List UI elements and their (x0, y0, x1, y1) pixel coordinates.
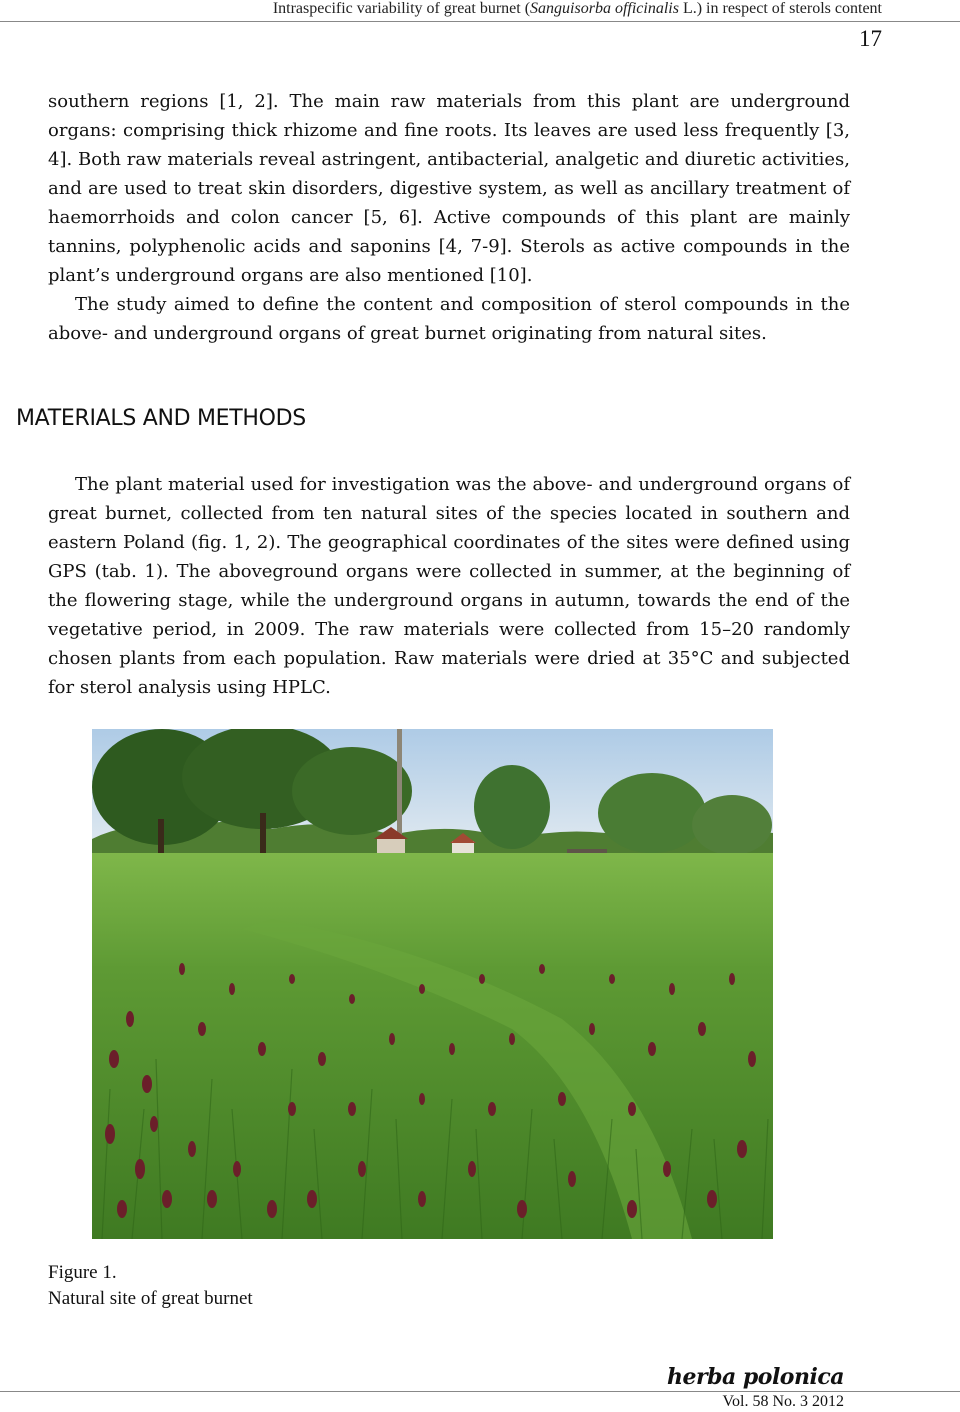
footer-divider (0, 1391, 960, 1392)
page-number: 17 (859, 26, 882, 51)
intro-paragraph-1: southern regions [1, 2]. The main raw materials from this plant are underground organs: comprising thick rhizome and fine roots. Its leaves are used less frequently [3, 4]. Both raw materials reveal astringent, antibacterial, analgetic and diuretic activities, and are used to treat skin disorders, digestive system, as well as ancillary treatment of haemorrhoids and colon cancer [5, 6]. Active compounds of this plant are mainly tannins, polyphenolic acids and saponins [4, 7-9]. Sterols as active compounds in the plant’s underground organs are also mentioned [10]. (48, 91, 850, 286)
tree-right-3 (692, 795, 772, 855)
house-2 (452, 841, 474, 855)
figure-caption (48, 1260, 253, 1312)
running-head-prefix: Intraspecific variability of great burnet ( (272, 0, 531, 17)
tree-right-2 (598, 773, 706, 853)
intro-paragraph-2: The study aimed to define the content and composition of sterol compounds in the above- and underground organs of great burnet originating from natural sites. (48, 294, 850, 344)
header-divider (0, 21, 960, 22)
figure-label: Figure 1. (48, 1262, 117, 1283)
methods-paragraph: The plant material used for investigation was the above- and underground organs of great burnet, collected from ten natural sites of the species located in southern and eastern Poland (fig. 1, 2). The geographical coordinates of the sites were defined using GPS (tab. 1). The aboveground organs were collected in summer, at the beginning of the flowering stage, while the underground organs in autumn, towards the end of the vegetative period, in 2009. The raw materials were collected from 15–20 randomly chosen plants from each population. Raw materials were dried at 35°C and subjected for sterol analysis using HPLC. (48, 474, 850, 698)
tree-trunk-2 (260, 813, 266, 857)
tree-left-3 (292, 747, 412, 835)
meadow-photo (92, 729, 773, 1239)
running-head (273, 0, 882, 18)
volume-info: Vol. 58 No. 3 2012 (722, 1393, 844, 1410)
running-head-species: Sanguisorba officinalis (530, 0, 679, 17)
house-1 (377, 837, 405, 855)
tree-right-1 (474, 765, 550, 849)
running-head-suffix: L.) in respect of sterols content (678, 0, 882, 17)
intro-text-block (48, 87, 850, 348)
section-heading-materials-methods: MATERIALS AND METHODS (16, 406, 306, 431)
journal-logo: herba polonica (667, 1364, 844, 1390)
figure-caption-text: Natural site of great burnet (48, 1288, 253, 1309)
